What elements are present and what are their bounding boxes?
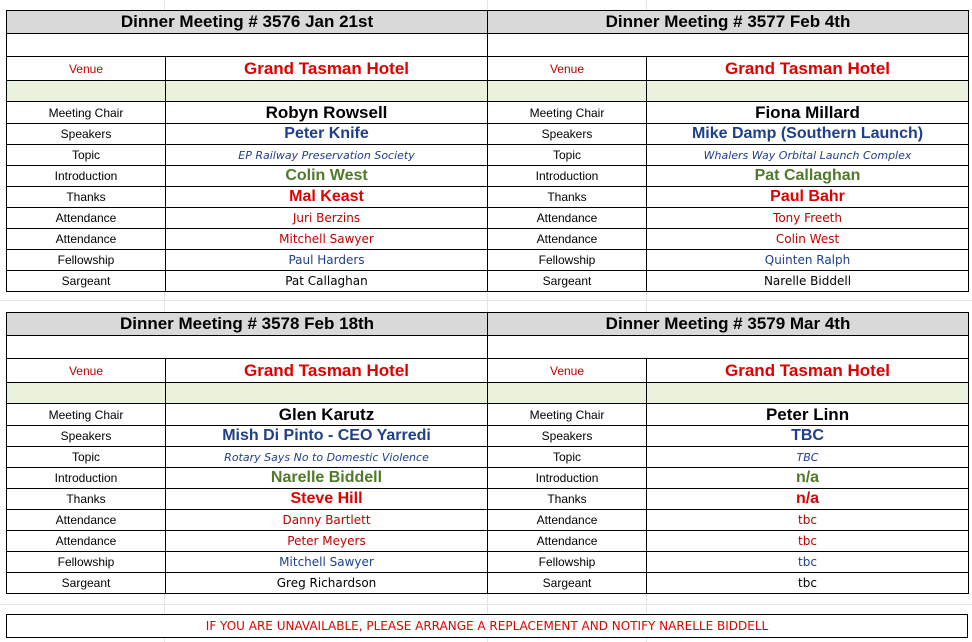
sargeant-value[interactable]: Greg Richardson [166, 573, 488, 594]
attendance-value[interactable]: Colin West [647, 229, 969, 250]
sargeant-value[interactable]: Pat Callaghan [166, 271, 488, 292]
row-label[interactable]: Topic [488, 145, 647, 166]
blank-cell[interactable] [7, 336, 488, 359]
thanks-value[interactable]: Steve Hill [166, 489, 488, 510]
venue-label[interactable]: Venue [7, 57, 166, 81]
venue-value[interactable]: Grand Tasman Hotel [166, 359, 488, 383]
speakers-value[interactable]: Mish Di Pinto - CEO Yarredi [166, 426, 488, 447]
row-label[interactable]: Meeting Chair [7, 404, 166, 426]
row-label[interactable]: Fellowship [7, 250, 166, 271]
topic-value[interactable]: Rotary Says No to Domestic Violence [166, 447, 488, 468]
meeting-chair-value[interactable]: Robyn Rowsell [166, 102, 488, 124]
blank-cell[interactable] [166, 81, 488, 102]
row-label[interactable]: Sargeant [7, 271, 166, 292]
meeting-title[interactable]: Dinner Meeting # 3577 Feb 4th [488, 11, 969, 34]
row-label[interactable]: Speakers [7, 426, 166, 447]
row-label[interactable]: Attendance [488, 510, 647, 531]
blank-cell[interactable] [7, 34, 488, 57]
blank-cell[interactable] [488, 383, 647, 404]
attendance-value[interactable]: Peter Meyers [166, 531, 488, 552]
fellowship-value[interactable]: Paul Harders [166, 250, 488, 271]
fellowship-value[interactable]: Quinten Ralph [647, 250, 969, 271]
fellowship-value[interactable]: Mitchell Sawyer [166, 552, 488, 573]
introduction-value[interactable]: Narelle Biddell [166, 468, 488, 489]
blank-cell[interactable] [7, 81, 166, 102]
blank-cell[interactable] [647, 383, 969, 404]
blank-cell[interactable] [166, 383, 488, 404]
meeting-block-bottom [6, 312, 969, 594]
row-label[interactable]: Fellowship [7, 552, 166, 573]
introduction-value[interactable]: Pat Callaghan [647, 166, 969, 187]
row-label[interactable]: Meeting Chair [488, 404, 647, 426]
row-label[interactable]: Sargeant [7, 573, 166, 594]
row-label[interactable]: Thanks [488, 187, 647, 208]
venue-label[interactable]: Venue [7, 359, 166, 383]
attendance-value[interactable]: Juri Berzins [166, 208, 488, 229]
row-label[interactable]: Introduction [488, 468, 647, 489]
blank-cell[interactable] [488, 81, 647, 102]
attendance-value[interactable]: Mitchell Sawyer [166, 229, 488, 250]
meeting-title[interactable]: Dinner Meeting # 3576 Jan 21st [7, 11, 488, 34]
row-label[interactable]: Meeting Chair [7, 102, 166, 124]
footer-notice[interactable]: IF YOU ARE UNAVAILABLE, PLEASE ARRANGE A REPLACEMENT AND NOTIFY NARELLE BIDDELL [6, 614, 968, 638]
row-label[interactable]: Attendance [488, 229, 647, 250]
topic-value[interactable]: EP Railway Preservation Society [166, 145, 488, 166]
blank-cell[interactable] [7, 383, 166, 404]
row-label[interactable]: Introduction [7, 468, 166, 489]
row-label[interactable]: Thanks [7, 489, 166, 510]
row-label[interactable]: Speakers [488, 124, 647, 145]
thanks-value[interactable]: Mal Keast [166, 187, 488, 208]
row-label[interactable]: Introduction [7, 166, 166, 187]
meeting-chair-value[interactable]: Glen Karutz [166, 404, 488, 426]
attendance-value[interactable]: tbc [647, 531, 969, 552]
attendance-value[interactable]: tbc [647, 510, 969, 531]
row-label[interactable]: Attendance [7, 229, 166, 250]
blank-cell[interactable] [488, 336, 969, 359]
row-label[interactable]: Attendance [7, 208, 166, 229]
venue-label[interactable]: Venue [488, 57, 647, 81]
row-label[interactable]: Attendance [7, 531, 166, 552]
thanks-value[interactable]: n/a [647, 489, 969, 510]
row-label[interactable]: Sargeant [488, 271, 647, 292]
row-label[interactable]: Speakers [488, 426, 647, 447]
venue-value[interactable]: Grand Tasman Hotel [647, 359, 969, 383]
topic-value[interactable]: Whalers Way Orbital Launch Complex [647, 145, 969, 166]
row-label[interactable]: Attendance [488, 531, 647, 552]
row-label[interactable]: Thanks [7, 187, 166, 208]
meeting-title[interactable]: Dinner Meeting # 3578 Feb 18th [7, 313, 488, 336]
row-label[interactable]: Introduction [488, 166, 647, 187]
row-label[interactable]: Fellowship [488, 552, 647, 573]
speakers-value[interactable]: Peter Knife [166, 124, 488, 145]
fellowship-value[interactable]: tbc [647, 552, 969, 573]
meeting-title[interactable]: Dinner Meeting # 3579 Mar 4th [488, 313, 969, 336]
venue-value[interactable]: Grand Tasman Hotel [166, 57, 488, 81]
blank-cell[interactable] [488, 34, 969, 57]
row-label[interactable]: Topic [7, 145, 166, 166]
meeting-chair-value[interactable]: Fiona Millard [647, 102, 969, 124]
introduction-value[interactable]: Colin West [166, 166, 488, 187]
venue-value[interactable]: Grand Tasman Hotel [647, 57, 969, 81]
meeting-chair-value[interactable]: Peter Linn [647, 404, 969, 426]
row-label[interactable]: Meeting Chair [488, 102, 647, 124]
row-label[interactable]: Fellowship [488, 250, 647, 271]
thanks-value[interactable]: Paul Bahr [647, 187, 969, 208]
row-label[interactable]: Topic [488, 447, 647, 468]
row-label[interactable]: Speakers [7, 124, 166, 145]
sargeant-value[interactable]: Narelle Biddell [647, 271, 969, 292]
row-label[interactable]: Sargeant [488, 573, 647, 594]
speakers-value[interactable]: Mike Damp (Southern Launch) [647, 124, 969, 145]
topic-value[interactable]: TBC [647, 447, 969, 468]
venue-label[interactable]: Venue [488, 359, 647, 383]
meeting-block-top [6, 10, 969, 292]
row-label[interactable]: Thanks [488, 489, 647, 510]
attendance-value[interactable]: Tony Freeth [647, 208, 969, 229]
attendance-value[interactable]: Danny Bartlett [166, 510, 488, 531]
blank-cell[interactable] [647, 81, 969, 102]
row-label[interactable]: Attendance [7, 510, 166, 531]
speakers-value[interactable]: TBC [647, 426, 969, 447]
sargeant-value[interactable]: tbc [647, 573, 969, 594]
row-label[interactable]: Topic [7, 447, 166, 468]
introduction-value[interactable]: n/a [647, 468, 969, 489]
row-label[interactable]: Attendance [488, 208, 647, 229]
